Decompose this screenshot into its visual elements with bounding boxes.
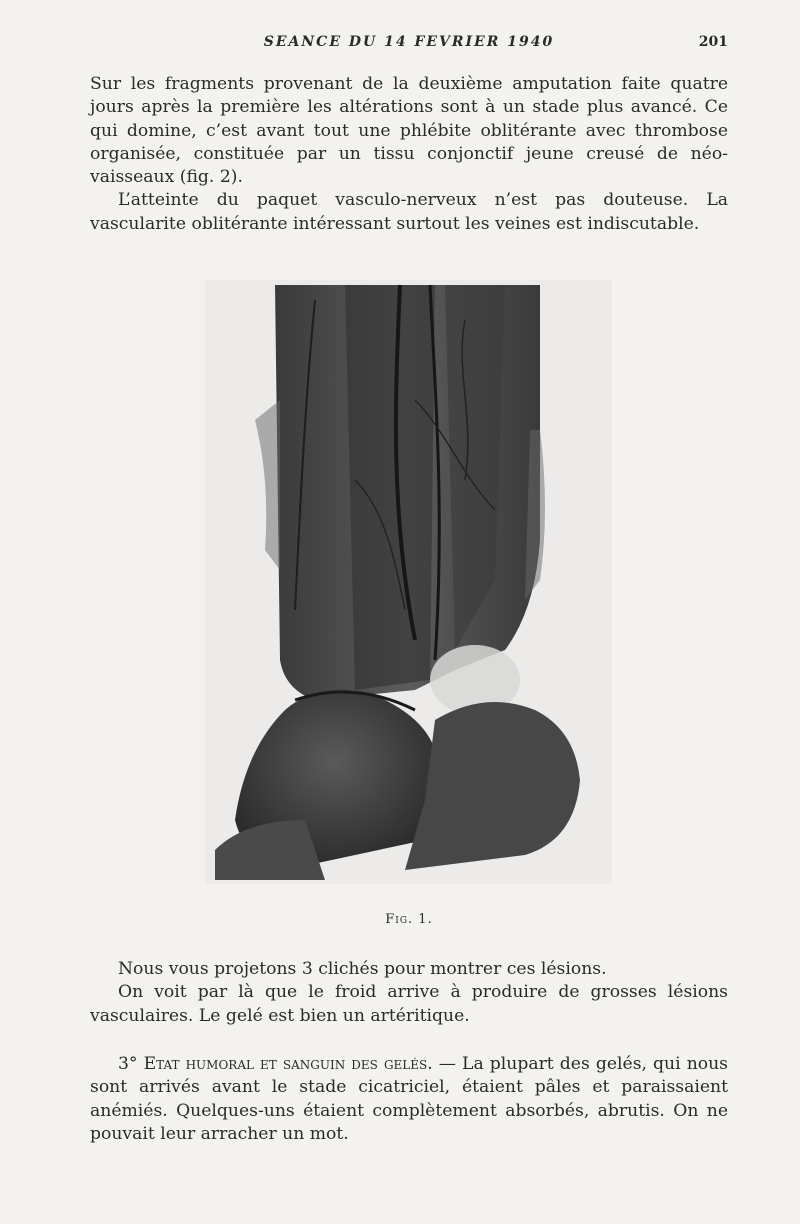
text-block-bottom — [90, 1053, 728, 1146]
running-head — [90, 34, 728, 54]
figure-caption — [90, 912, 728, 927]
paragraph-1: Sur les fragments provenant de la deuxième amputation faite quatre jours après la première les altérations sont à un stade plus avancé. Ce qui domine, c’est avant tout une phlébite oblitérante avec thrombose organisée, constituée par un tissu conjonctif jeune creusé de néo-vaisseaux (fig. 2). — [90, 74, 728, 188]
paragraph-4: On voit par là que le froid arrive à produire de grosses lésions vasculaires. Le gelé est bien un artéritique. — [90, 982, 728, 1026]
running-title: SEANCE DU 14 FEVRIER 1940 — [263, 34, 555, 50]
figure-caption-text: Fig. 1. — [385, 912, 433, 927]
xray-figure — [205, 280, 612, 884]
section-heading: 3° Etat humoral et sanguin des gelés. — [118, 1054, 433, 1074]
paragraph-5 — [90, 1053, 728, 1146]
text-block-top — [90, 73, 728, 236]
xray-image — [205, 280, 612, 884]
paragraph-5-text: — La plupart des gelés, qui nous sont arrivés avant le stade cicatriciel, étaient pâles et paraissaient anémiés. Quelques-uns étaient complètement absorbés, abrutis. On ne pouvait leur arracher un mot. — [90, 1054, 728, 1144]
text-block-middle — [90, 958, 728, 1028]
page-number: 201 — [698, 34, 728, 50]
paragraph-3: Nous vous projetons 3 clichés pour montrer ces lésions. — [118, 959, 607, 979]
paragraph-2: L’atteinte du paquet vasculo-nerveux n’est pas douteuse. La vascularite oblitérante intéressant surtout les veines est indiscutable. — [90, 190, 728, 234]
